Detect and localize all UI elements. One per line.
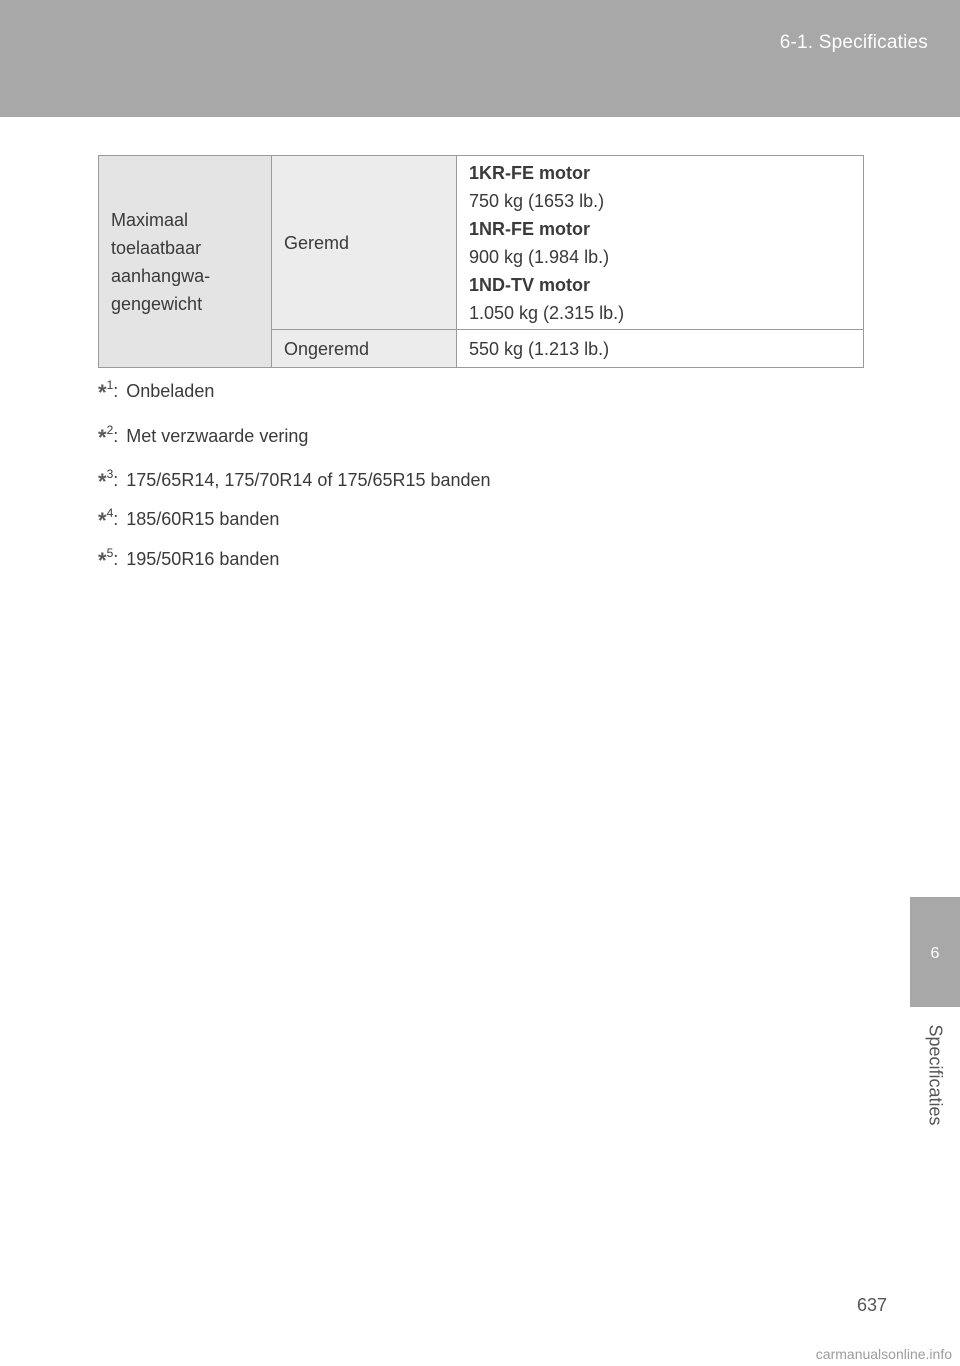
motor-value: 900 kg (1.984 lb.) <box>469 246 610 267</box>
motor-name: 1KR-FE motor <box>469 162 590 183</box>
footnote-item: *$^5$: 195/50R16 banden <box>98 546 280 573</box>
header-band <box>0 0 960 117</box>
footnote-number: 1 <box>106 378 114 392</box>
footnote-number: 5 <box>106 546 114 560</box>
footnote-number: 4 <box>106 506 114 520</box>
unbraked-value: 550 kg (1.213 lb.) <box>457 330 864 368</box>
footnote-item: *$^3$: 175/65R14, 175/70R14 of 175/65R15 banden <box>98 467 491 494</box>
footnote-mark: * <box>98 425 107 450</box>
chapter-number: 6 <box>930 945 940 962</box>
braked-label: Geremd <box>272 156 457 330</box>
footnote-number: 2 <box>106 423 114 437</box>
footnote-item: *$^2$: Met verzwaarde vering <box>98 423 309 450</box>
footnote-text: Met verzwaarde vering <box>126 426 309 446</box>
motor-value: 1.050 kg (2.315 lb.) <box>469 302 625 323</box>
motor-name: 1ND-TV motor <box>469 274 590 295</box>
unbraked-label: Ongeremd <box>272 330 457 368</box>
page-number: 637 <box>857 1295 888 1315</box>
motor-value: 750 kg (1653 lb.) <box>469 190 605 211</box>
row-label-line: gengewicht <box>111 293 203 314</box>
footnote-item: *$^4$: 185/60R15 banden <box>98 506 280 533</box>
footnote-mark: * <box>98 469 107 494</box>
footnote-mark: * <box>98 380 107 405</box>
towing-weight-table <box>98 155 864 368</box>
footnote-mark: * <box>98 508 107 533</box>
table-row <box>99 156 864 330</box>
row-label-line: Maximaal <box>111 209 189 230</box>
motor-name: 1NR-FE motor <box>469 218 590 239</box>
footnote-item: *$^1$: Onbeladen <box>98 378 215 405</box>
chapter-tab[interactable] <box>910 897 960 1007</box>
row-label-cell <box>99 156 272 368</box>
row-label-line: toelaatbaar <box>111 237 202 258</box>
section-title: 6-1. Specificaties <box>779 32 928 53</box>
footnote-text: 185/60R15 banden <box>126 509 280 529</box>
chapter-tab-label: Specificaties <box>925 1024 946 1126</box>
row-label-line: aanhangwa- <box>111 265 211 286</box>
footnote-text: 175/65R14, 175/70R14 of 175/65R15 banden <box>126 470 491 490</box>
watermark: carmanualsonline.info <box>815 1346 952 1362</box>
footnote-text: Onbeladen <box>126 381 215 401</box>
footnote-number: 3 <box>106 467 114 481</box>
footnote-mark: * <box>98 548 107 573</box>
braked-values-cell <box>457 156 864 330</box>
footnote-text: 195/50R16 banden <box>126 549 280 569</box>
